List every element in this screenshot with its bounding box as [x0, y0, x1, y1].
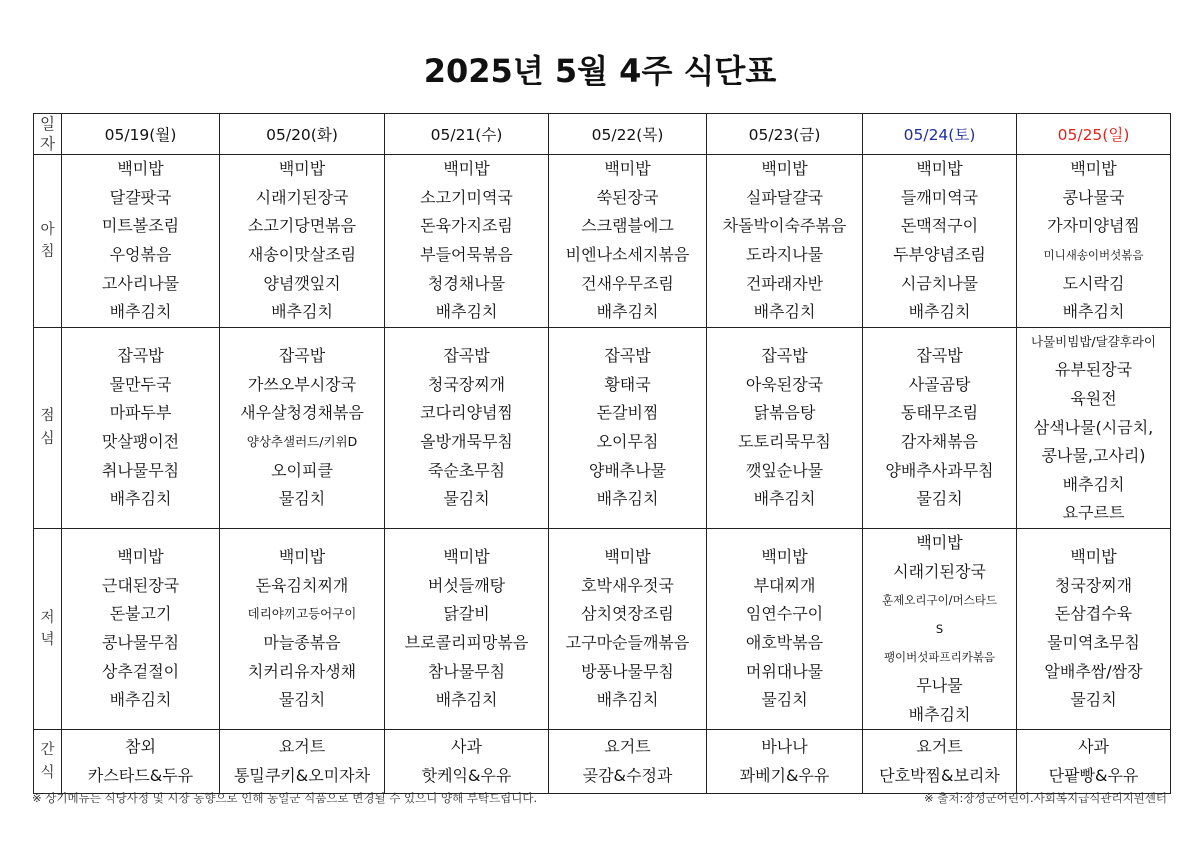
breakfast-label: [34, 155, 62, 328]
lunch-row: [34, 327, 1171, 528]
dinner-cell-fri: [707, 529, 863, 730]
lunch-menu-list: [62, 342, 219, 514]
breakfast-menu-item: 부들어묵볶음: [420, 245, 513, 265]
meal-plan-table: [33, 113, 1171, 794]
dinner-menu-item: 청국장찌개: [1054, 575, 1133, 595]
lunch-menu-item: 돈갈비찜: [596, 403, 659, 423]
snack-menu-list: [1017, 733, 1170, 790]
dinner-menu-item: 백미밥: [916, 533, 963, 552]
breakfast-menu-item: 청경채나물: [427, 273, 506, 293]
breakfast-menu-item: 백미밥: [916, 159, 963, 179]
snack-menu-item: 단팥빵&우유: [1048, 765, 1139, 785]
lunch-menu-item: 청국장찌개: [427, 374, 506, 394]
snack-menu-item: 사과: [1078, 737, 1109, 757]
dinner-menu-item: 데리야끼고등어구이: [247, 606, 357, 622]
lunch-cell-fri: [707, 327, 863, 528]
breakfast-menu-item: 고사리나물: [101, 273, 180, 293]
lunch-menu-item: 양배추사과무침: [885, 460, 994, 480]
dinner-cell-sat: [863, 529, 1017, 730]
dinner-menu-item: 알배추쌈/쌈장: [1044, 661, 1143, 681]
dinner-cell-wed: [385, 529, 549, 730]
breakfast-menu-item: 비엔나소세지볶음: [565, 245, 690, 265]
breakfast-menu-item: 돈육가지조림: [420, 216, 513, 236]
lunch-menu-item: 물만두국: [109, 374, 172, 394]
snack-label: [34, 730, 62, 794]
date-label: [34, 114, 62, 155]
lunch-menu-item: 육원전: [1070, 389, 1117, 409]
lunch-menu-item: 황태국: [604, 374, 651, 394]
breakfast-cell-sun: [1017, 155, 1171, 328]
dinner-menu-list: [549, 543, 706, 715]
dinner-menu-item: 마늘종볶음: [263, 633, 341, 653]
breakfast-menu-item: 미니새송이버섯볶음: [1043, 248, 1144, 263]
breakfast-menu-item: 도시락김: [1062, 273, 1125, 293]
snack-menu-item: 참외: [125, 737, 156, 757]
lunch-menu-item: 물김치: [278, 489, 326, 509]
dinner-cell-thu: [549, 529, 707, 730]
breakfast-menu-item: 시금치나물: [900, 273, 979, 293]
dinner-menu-item: 백미밥: [443, 547, 490, 567]
breakfast-menu-item: 배추김치: [1062, 302, 1125, 322]
snack-cell-sun: [1017, 730, 1171, 794]
dinner-menu-list: [1017, 543, 1170, 715]
breakfast-menu-item: 두부양념조림: [893, 245, 986, 265]
dinner-menu-item: 물김치: [278, 690, 326, 710]
dinner-menu-item: 훈제오리구이/머스타드: [882, 593, 997, 608]
breakfast-menu-item: 소고기당면볶음: [247, 216, 357, 236]
dinner-menu-item: 머위대나물: [745, 661, 824, 681]
dinner-label: [34, 529, 62, 730]
dinner-menu-item: 닭갈비: [443, 604, 490, 624]
lunch-menu-item: 요구르트: [1062, 503, 1125, 523]
dinner-menu-item: 애호박볶음: [745, 633, 824, 653]
lunch-menu-item: 마파두부: [109, 403, 172, 423]
lunch-menu-item: 새우살청경채볶음: [240, 403, 364, 423]
dinner-menu-item: 시래기된장국: [893, 561, 986, 581]
breakfast-menu-item: 돈맥적구이: [900, 216, 979, 236]
breakfast-menu-item: 달걀팟국: [109, 187, 172, 207]
breakfast-menu-list: [549, 155, 706, 327]
breakfast-menu-item: 소고기미역국: [420, 187, 513, 207]
lunch-menu-item: 오이무침: [596, 431, 659, 451]
lunch-menu-item: 죽순초무침: [427, 460, 506, 480]
breakfast-menu-list: [1017, 155, 1170, 327]
lunch-menu-item: 양상추샐러드/키위D: [246, 433, 358, 449]
dinner-menu-item: 호박새우젓국: [581, 575, 674, 595]
breakfast-menu-item: 차돌박이숙주볶음: [722, 216, 847, 236]
dinner-menu-item: 돈삼겹수육: [1054, 604, 1133, 624]
snack-menu-list: [549, 733, 706, 790]
breakfast-menu-item: 배추김치: [109, 302, 172, 322]
breakfast-menu-item: 배추김치: [596, 302, 659, 322]
day-header-wed: 05/21(수): [385, 114, 549, 155]
dinner-label-text: 저 녁: [40, 609, 55, 649]
dinner-menu-item: S: [935, 621, 944, 636]
lunch-menu-item: 잡곡밥: [916, 346, 963, 366]
snack-row: [34, 730, 1171, 794]
breakfast-menu-item: 배추김치: [753, 302, 816, 322]
breakfast-menu-item: 배추김치: [908, 302, 971, 322]
snack-cell-tue: [220, 730, 385, 794]
date-header-row: [34, 114, 1171, 155]
dinner-menu-item: 백미밥: [278, 547, 326, 567]
snack-cell-fri: [707, 730, 863, 794]
breakfast-menu-item: 백미밥: [1070, 159, 1117, 179]
day-header-sun: 05/25(일): [1017, 114, 1171, 155]
lunch-cell-sat: [863, 327, 1017, 528]
breakfast-menu-list: [220, 155, 384, 327]
breakfast-menu-item: 들깨미역국: [900, 187, 979, 207]
dinner-menu-item: 백미밥: [117, 547, 164, 567]
footer-note: ※ 상기메뉴는 식당사정 및 시장 동향으로 인해 동일군 식품으로 변경될 수 있으니 양해 부탁드립니다.: [32, 791, 538, 805]
dinner-menu-item: 백미밥: [761, 547, 808, 567]
snack-cell-mon: [62, 730, 220, 794]
dinner-menu-item: 무나물: [916, 675, 963, 695]
breakfast-menu-item: 스크램블에그: [581, 216, 674, 236]
snack-menu-item: 통밀쿠키&오미자차: [233, 765, 371, 785]
breakfast-menu-item: 백미밥: [761, 159, 808, 179]
snack-menu-item: 핫케익&우유: [421, 765, 512, 785]
lunch-menu-list: [863, 342, 1016, 514]
lunch-menu-list: [707, 342, 862, 514]
breakfast-menu-item: 시래기된장국: [255, 187, 349, 207]
lunch-menu-item: 배추김치: [109, 489, 172, 509]
breakfast-label-text: 아 침: [40, 221, 55, 261]
dinner-menu-item: 배추김치: [596, 690, 659, 710]
lunch-menu-item: 콩나물,고사리): [1041, 446, 1146, 466]
snack-menu-list: [62, 733, 219, 790]
breakfast-menu-item: 콩나물국: [1062, 187, 1125, 207]
breakfast-row: [34, 155, 1171, 328]
dinner-menu-item: 콩나물무침: [101, 633, 180, 653]
lunch-menu-item: 올방개묵무침: [420, 431, 513, 451]
dinner-menu-item: 임연수구이: [745, 604, 824, 624]
snack-menu-item: 단호박찜&보리차: [879, 765, 1000, 785]
dinner-menu-item: 물미역초무침: [1047, 633, 1140, 653]
lunch-menu-item: 배추김치: [596, 489, 659, 509]
snack-menu-item: 바나나: [761, 737, 808, 757]
lunch-menu-item: 잡곡밥: [761, 346, 808, 366]
dinner-menu-item: 브로콜리피망볶음: [404, 633, 529, 653]
snack-menu-item: 곶감&수정과: [582, 765, 673, 785]
dinner-cell-tue: [220, 529, 385, 730]
lunch-menu-item: 배추김치: [753, 489, 816, 509]
dinner-menu-item: 백미밥: [604, 547, 651, 567]
breakfast-menu-item: 배추김치: [271, 302, 333, 322]
breakfast-menu-item: 양념깻잎지: [263, 273, 341, 293]
day-header-fri: 05/23(금): [707, 114, 863, 155]
dinner-menu-list: [220, 543, 384, 715]
snack-menu-item: 요거트: [604, 737, 651, 757]
lunch-menu-item: 깻잎순나물: [745, 460, 824, 480]
snack-menu-list: [863, 733, 1016, 790]
breakfast-menu-list: [707, 155, 862, 327]
lunch-menu-item: 양배추나물: [588, 460, 667, 480]
lunch-menu-item: 유부된장국: [1054, 360, 1133, 380]
lunch-cell-mon: [62, 327, 220, 528]
lunch-menu-list: [385, 342, 548, 514]
lunch-menu-item: 배추김치: [1062, 474, 1125, 494]
lunch-menu-item: 도토리묵무침: [738, 431, 831, 451]
lunch-menu-item: 아욱된장국: [745, 374, 824, 394]
breakfast-menu-item: 실파달걀국: [745, 187, 824, 207]
lunch-menu-item: 취나물무침: [101, 460, 180, 480]
lunch-menu-item: 물김치: [916, 489, 963, 509]
lunch-menu-item: 잡곡밥: [604, 346, 651, 366]
dinner-menu-item: 근대된장국: [101, 575, 180, 595]
dinner-menu-item: 고구마순들깨볶음: [565, 633, 690, 653]
lunch-cell-sun: [1017, 327, 1171, 528]
dinner-cell-sun: [1017, 529, 1171, 730]
snack-menu-list: [385, 733, 548, 790]
breakfast-menu-item: 백미밥: [443, 159, 490, 179]
breakfast-menu-list: [863, 155, 1016, 327]
lunch-menu-item: 삼색나물(시금치,: [1033, 417, 1154, 437]
breakfast-menu-item: 쑥된장국: [596, 187, 659, 207]
breakfast-menu-item: 새송이맛살조림: [247, 245, 357, 265]
snack-cell-wed: [385, 730, 549, 794]
dinner-menu-item: 돈육김치찌개: [255, 575, 349, 595]
dinner-row: [34, 529, 1171, 730]
breakfast-cell-fri: [707, 155, 863, 328]
dinner-menu-item: 물김치: [761, 690, 808, 710]
breakfast-menu-item: 백미밥: [604, 159, 651, 179]
lunch-menu-item: 잡곡밥: [443, 346, 490, 366]
dinner-menu-list: [62, 543, 219, 715]
lunch-menu-item: 나물비빔밥/달걀후라이: [1031, 333, 1156, 349]
dinner-menu-item: 부대찌개: [753, 575, 816, 595]
dinner-menu-item: 배추김치: [435, 690, 498, 710]
breakfast-menu-list: [385, 155, 548, 327]
breakfast-menu-item: 배추김치: [435, 302, 498, 322]
lunch-menu-item: 잡곡밥: [117, 346, 164, 366]
lunch-menu-list: [220, 342, 384, 514]
dinner-menu-item: 팽이버섯파프리카볶음: [883, 650, 996, 665]
snack-label-text: 간 식: [40, 742, 55, 781]
breakfast-menu-item: 우엉볶음: [109, 245, 172, 265]
breakfast-menu-item: 도라지나물: [745, 245, 824, 265]
lunch-menu-item: 감자채볶음: [900, 431, 979, 451]
dinner-menu-item: 물김치: [1070, 690, 1117, 710]
breakfast-menu-item: 백미밥: [278, 159, 326, 179]
snack-menu-item: 요거트: [916, 737, 963, 757]
dinner-menu-list: [863, 529, 1016, 729]
snack-menu-item: 사과: [451, 737, 482, 757]
lunch-menu-item: 맛살팽이전: [101, 431, 180, 451]
snack-cell-thu: [549, 730, 707, 794]
dinner-menu-item: 삼치엿장조림: [581, 604, 674, 624]
lunch-cell-tue: [220, 327, 385, 528]
lunch-label: [34, 327, 62, 528]
breakfast-cell-mon: [62, 155, 220, 328]
breakfast-menu-item: 가자미양념찜: [1047, 216, 1140, 236]
day-header-sat: 05/24(토): [863, 114, 1017, 155]
dinner-menu-list: [385, 543, 548, 715]
dinner-menu-item: 참나물무침: [427, 661, 506, 681]
breakfast-menu-item: 백미밥: [117, 159, 164, 179]
footer-source: ※ 출처:장성군어린이.사회복지급식관리지원센터: [924, 791, 1167, 805]
snack-menu-item: 꽈베기&우유: [739, 765, 830, 785]
lunch-menu-list: [549, 342, 706, 514]
snack-menu-list: [707, 733, 862, 790]
dinner-menu-item: 백미밥: [1070, 547, 1117, 567]
lunch-menu-item: 동태무조림: [900, 403, 979, 423]
snack-menu-item: 요거트: [278, 737, 326, 757]
lunch-menu-item: 물김치: [443, 489, 490, 509]
snack-menu-list: [220, 733, 384, 790]
breakfast-menu-item: 건새우무조림: [581, 273, 674, 293]
breakfast-cell-wed: [385, 155, 549, 328]
dinner-menu-item: 배추김치: [109, 690, 172, 710]
lunch-menu-item: 잡곡밥: [278, 346, 326, 366]
dinner-menu-list: [707, 543, 862, 715]
lunch-menu-item: 코다리양념찜: [420, 403, 513, 423]
day-header-thu: 05/22(목): [549, 114, 707, 155]
lunch-menu-item: 사골곰탕: [908, 374, 971, 394]
lunch-cell-thu: [549, 327, 707, 528]
dinner-cell-mon: [62, 529, 220, 730]
date-label-text: 일 자: [40, 115, 55, 154]
breakfast-cell-tue: [220, 155, 385, 328]
day-header-tue: 05/20(화): [220, 114, 385, 155]
lunch-menu-item: 오이피클: [271, 460, 333, 480]
lunch-menu-list: [1017, 328, 1170, 528]
snack-menu-item: 카스타드&두유: [87, 765, 194, 785]
dinner-menu-item: 배추김치: [908, 704, 971, 724]
breakfast-cell-thu: [549, 155, 707, 328]
breakfast-menu-list: [62, 155, 219, 327]
breakfast-menu-item: 건파래자반: [745, 273, 824, 293]
dinner-menu-item: 치커리유자생채: [247, 661, 357, 681]
dinner-menu-item: 방풍나물무침: [581, 661, 674, 681]
dinner-menu-item: 버섯들깨탕: [427, 575, 506, 595]
dinner-menu-item: 돈불고기: [109, 604, 172, 624]
lunch-label-text: 점 심: [40, 408, 55, 447]
lunch-menu-item: 가쓰오부시장국: [247, 374, 357, 394]
page-title: 2025년 5월 4주 식단표: [423, 52, 777, 90]
lunch-menu-item: 닭볶음탕: [753, 403, 816, 423]
snack-cell-sat: [863, 730, 1017, 794]
lunch-cell-wed: [385, 327, 549, 528]
breakfast-menu-item: 미트볼조림: [101, 216, 180, 236]
dinner-menu-item: 상추겉절이: [101, 661, 180, 681]
day-header-mon: 05/19(월): [62, 114, 220, 155]
breakfast-cell-sat: [863, 155, 1017, 328]
